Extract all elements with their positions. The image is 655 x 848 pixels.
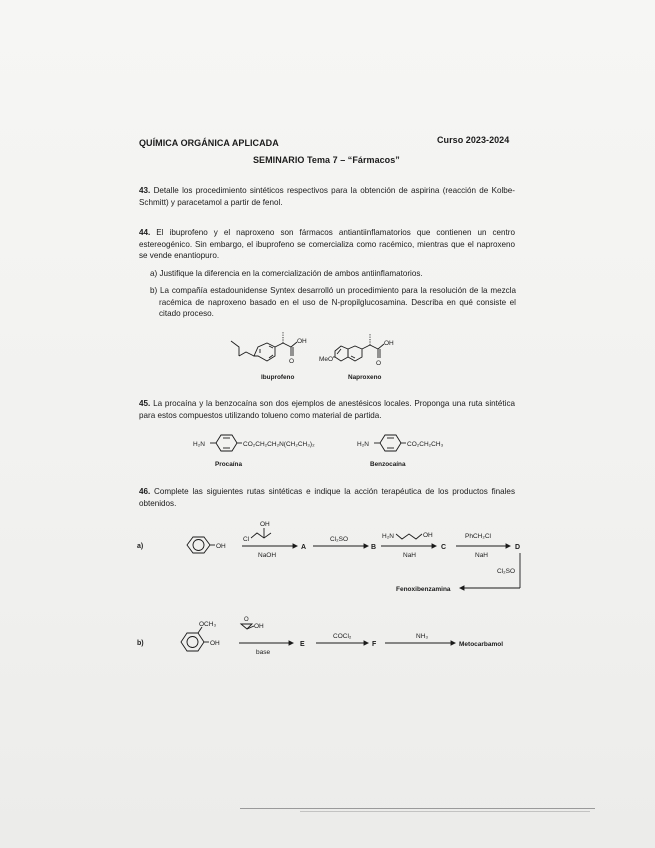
- course-name: QUÍMICA ORGÁNICA APLICADA: [139, 138, 279, 148]
- route-a-reagent3-h2n: H₂N: [382, 533, 394, 540]
- route-a-reagent2: Cl₂SO: [330, 536, 349, 543]
- intermediate-a: A: [301, 544, 307, 551]
- route-a-reagent1-oh: OH: [260, 521, 270, 528]
- route-a-label: a): [137, 543, 144, 550]
- ibuprofen-ring: [254, 343, 275, 361]
- naproxen-label: Naproxeno: [348, 374, 382, 381]
- route-b-scheme: [130, 612, 530, 662]
- question-44: [139, 227, 515, 262]
- route-b-reagent2: COCl₂: [333, 633, 352, 640]
- question-46-number: 46.: [139, 487, 151, 496]
- ibuprofen-label: Ibuprofeno: [261, 374, 295, 381]
- question-44-part-a: a) Justifique la diferencia en la comercialización de ambos antiinflamatorios.: [150, 269, 423, 278]
- product-metocarbamol: Metocarbamol: [459, 641, 504, 648]
- route-a-reagent4-base: NaH: [475, 552, 489, 559]
- route-a-reagent1-base: NaOH: [258, 552, 277, 559]
- benzocaine-label: Benzocaína: [370, 461, 406, 468]
- benzocaine-ring: [380, 435, 401, 451]
- intermediate-b: B: [371, 544, 377, 551]
- procaine-chain: CO₂CH₂CH₂N(CH₂CH₃)₂: [243, 441, 315, 448]
- route-a-scheme: [130, 510, 530, 595]
- anesthetic-structures: [190, 428, 515, 470]
- route-b-label: b): [137, 640, 144, 647]
- question-43-number: 43.: [139, 186, 151, 195]
- product-fenoxibenzamina: Fenoxibenzamina: [396, 586, 451, 593]
- benzocaine-amine: H₂N: [357, 441, 369, 448]
- route-a-reagent3-oh: OH: [423, 532, 433, 539]
- intermediate-c: C: [441, 544, 447, 551]
- ibuprofen-o: O: [289, 358, 295, 365]
- antiinflammatory-structures: [225, 325, 435, 385]
- route-a-phenol-oh: OH: [216, 543, 226, 550]
- benzocaine-chain: CO₂CH₂CH₃: [407, 441, 444, 448]
- route-b-base: base: [256, 649, 271, 656]
- intermediate-f: F: [372, 641, 377, 648]
- scan-edge-line-2: [300, 811, 590, 812]
- naproxen-ring-b: [348, 346, 362, 361]
- route-b-epoxide-oh: OH: [254, 623, 264, 630]
- procaine-amine: H₂N: [193, 441, 205, 448]
- intermediate-e: E: [300, 641, 305, 648]
- route-b-och3: OCH₃: [199, 621, 217, 628]
- question-43-text: Detalle los procedimiento sintéticos respectivos para la obtención de aspirina (reacción de Kolbe-Schmitt) y paracetamol a partir de fenol.: [139, 186, 515, 207]
- route-a-reagent4: PhCH₂Cl: [465, 533, 491, 540]
- naproxen-o: O: [376, 360, 382, 367]
- question-45-text: La procaína y la benzocaína son dos ejemplos de anestésicos locales. Proponga una ruta sintética para estos compuestos utilizando tolueno como material de partida.: [139, 399, 515, 420]
- procaine-label: Procaína: [215, 461, 242, 468]
- question-43: [139, 185, 515, 208]
- intermediate-d: D: [515, 544, 521, 551]
- seminar-title: SEMINARIO Tema 7 – “Fármacos”: [253, 155, 400, 165]
- naproxen-meo: MeO: [319, 356, 334, 363]
- question-45: [139, 398, 515, 421]
- route-b-reagent3: NH₃: [416, 633, 429, 640]
- question-44-number: 44.: [139, 228, 151, 237]
- guaiacol-ring: [181, 633, 204, 651]
- course-year: Curso 2023-2024: [437, 135, 510, 145]
- question-46: [139, 486, 515, 509]
- route-a-reagent5: Cl₂SO: [497, 568, 516, 575]
- route-a-reagent3-base: NaH: [403, 552, 417, 559]
- route-b-oh: OH: [210, 640, 220, 647]
- question-45-number: 45.: [139, 399, 151, 408]
- naproxen-oh: OH: [384, 340, 394, 347]
- scan-edge-line: [240, 808, 595, 809]
- ibuprofen-oh: OH: [297, 338, 307, 345]
- route-b-epoxide-o: O: [244, 617, 249, 623]
- route-a-reagent1-cl: Cl: [243, 536, 250, 543]
- question-46-text: Complete las siguientes rutas sintéticas e indique la acción terapéutica de los productos finales obtenidos.: [139, 487, 515, 508]
- question-44-text: El ibuprofeno y el naproxeno son fármacos antiantiinflamatorios que contienen un centro estereogénico. Sin embargo, el ibuprofeno se comercializa como racémico, mientras que el naproxeno se vende enantiopuro.: [139, 228, 516, 261]
- question-44-part-b: b) La compañía estadounidense Syntex desarrolló un procedimiento para la resolución de la mezcla racémica de naproxeno basado en el uso de N-propilglucosamina. Describa en qué consiste el citado proceso.: [150, 286, 516, 319]
- procaine-ring: [216, 435, 237, 451]
